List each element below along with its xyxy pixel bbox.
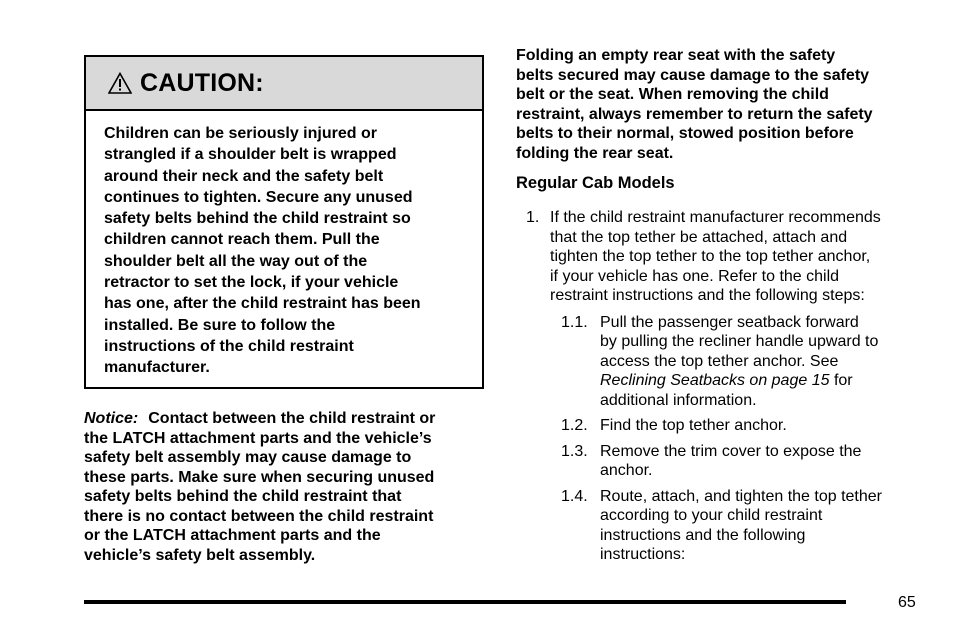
substep-line: instructions and the following (600, 526, 806, 544)
caution-line: Children can be seriously injured or (104, 125, 377, 142)
substep-line: Remove the trim cover to expose the (600, 442, 862, 460)
notice-paragraph (84, 409, 488, 565)
notice-line: safety belts behind the child restraint that (84, 488, 402, 505)
notice-line: or the LATCH attachment parts and the (84, 527, 381, 544)
step-line: that the top tether be attached, attach and (550, 228, 848, 246)
substep-line: access the top tether anchor. See (600, 352, 839, 370)
caution-line: continues to tighten. Secure any unused (104, 188, 413, 206)
substep-number: 1.2. (561, 417, 588, 434)
notice-line: safety belt assembly may cause damage to (84, 449, 412, 466)
substep-line: Pull the passenger seatback forward (600, 313, 859, 331)
step-line: If the child restraint manufacturer recommends (550, 209, 881, 226)
notice-line: these parts. Make sure when securing unused (84, 468, 435, 486)
substep-ref-line (600, 371, 926, 391)
substep-number: 1.3. (561, 442, 588, 460)
warning-triangle-icon (108, 72, 132, 94)
caution-line: has one, after the child restraint has been (104, 295, 421, 313)
substep-line: anchor. (600, 462, 653, 479)
notice-line: Contact between the child restraint or (148, 410, 436, 427)
caution-text (86, 111, 482, 379)
caution-line: safety belts behind the child restraint so (104, 210, 411, 228)
substep-line: instructions: (600, 546, 686, 563)
caution-box (84, 55, 484, 389)
notice-label: Notice: (84, 410, 139, 427)
substep-1-3 (516, 442, 926, 481)
fold-warning-line: folding the rear seat. (516, 144, 674, 162)
notice-line: the LATCH attachment parts and the vehicle’s (84, 429, 432, 447)
substep-number: 1.1. (561, 313, 588, 331)
step-line: if your vehicle has one. Refer to the child (550, 267, 840, 285)
caution-line: manufacturer. (104, 359, 210, 377)
substep-line: Find the top tether anchor. (600, 417, 787, 434)
notice-line: vehicle’s safety belt assembly. (84, 546, 316, 564)
step-line: tighten the top tether to the top tether anchor, (550, 248, 871, 265)
step-line: restraint instructions and the following steps: (550, 287, 865, 304)
caution-line: shoulder belt all the way out of the (104, 252, 368, 270)
footer-rule (84, 600, 846, 604)
step-number: 1. (526, 209, 540, 226)
substep-line: additional information. (600, 391, 757, 409)
notice-first-line (84, 409, 488, 429)
substep-line: by pulling the recliner handle upward to (600, 333, 879, 350)
fold-warning-line: Folding an empty rear seat with the safety (516, 47, 836, 64)
substep-1-1 (516, 313, 926, 411)
caution-line: installed. Be sure to follow the (104, 316, 336, 334)
caution-line: strangled if a shoulder belt is wrapped (104, 146, 397, 164)
substep-number: 1.4. (561, 487, 588, 505)
fold-warning-line: belts secured may cause damage to the safety (516, 66, 870, 84)
substep-line: according to your child restraint (600, 507, 823, 524)
fold-warning (516, 46, 926, 163)
right-column (516, 46, 926, 565)
fold-warning-line: belt or the seat. When removing the child (516, 86, 829, 103)
fold-warning-line: restraint, always remember to return the safety (516, 105, 873, 123)
caution-line: around their neck and the safety belt (104, 167, 384, 185)
caution-title: CAUTION: (140, 68, 264, 97)
caution-line: children cannot reach them. Pull the (104, 231, 380, 249)
substep-text: for (829, 372, 853, 389)
fold-warning-line: belts to their normal, stowed position before (516, 125, 854, 142)
page-number: 65 (898, 594, 916, 611)
section-heading: Regular Cab Models (516, 174, 675, 192)
step-1 (516, 208, 926, 306)
substep-1-4 (516, 487, 926, 565)
cross-reference-link[interactable]: Reclining Seatbacks on page 15 (600, 372, 830, 389)
caution-header (86, 57, 482, 111)
caution-line: retractor to set the lock, if your vehicle (104, 274, 399, 292)
notice-line: there is no contact between the child restraint (84, 507, 434, 525)
substep-line: Route, attach, and tighten the top tether (600, 487, 882, 505)
caution-line: instructions of the child restraint (104, 337, 354, 355)
substep-1-2 (516, 416, 926, 436)
